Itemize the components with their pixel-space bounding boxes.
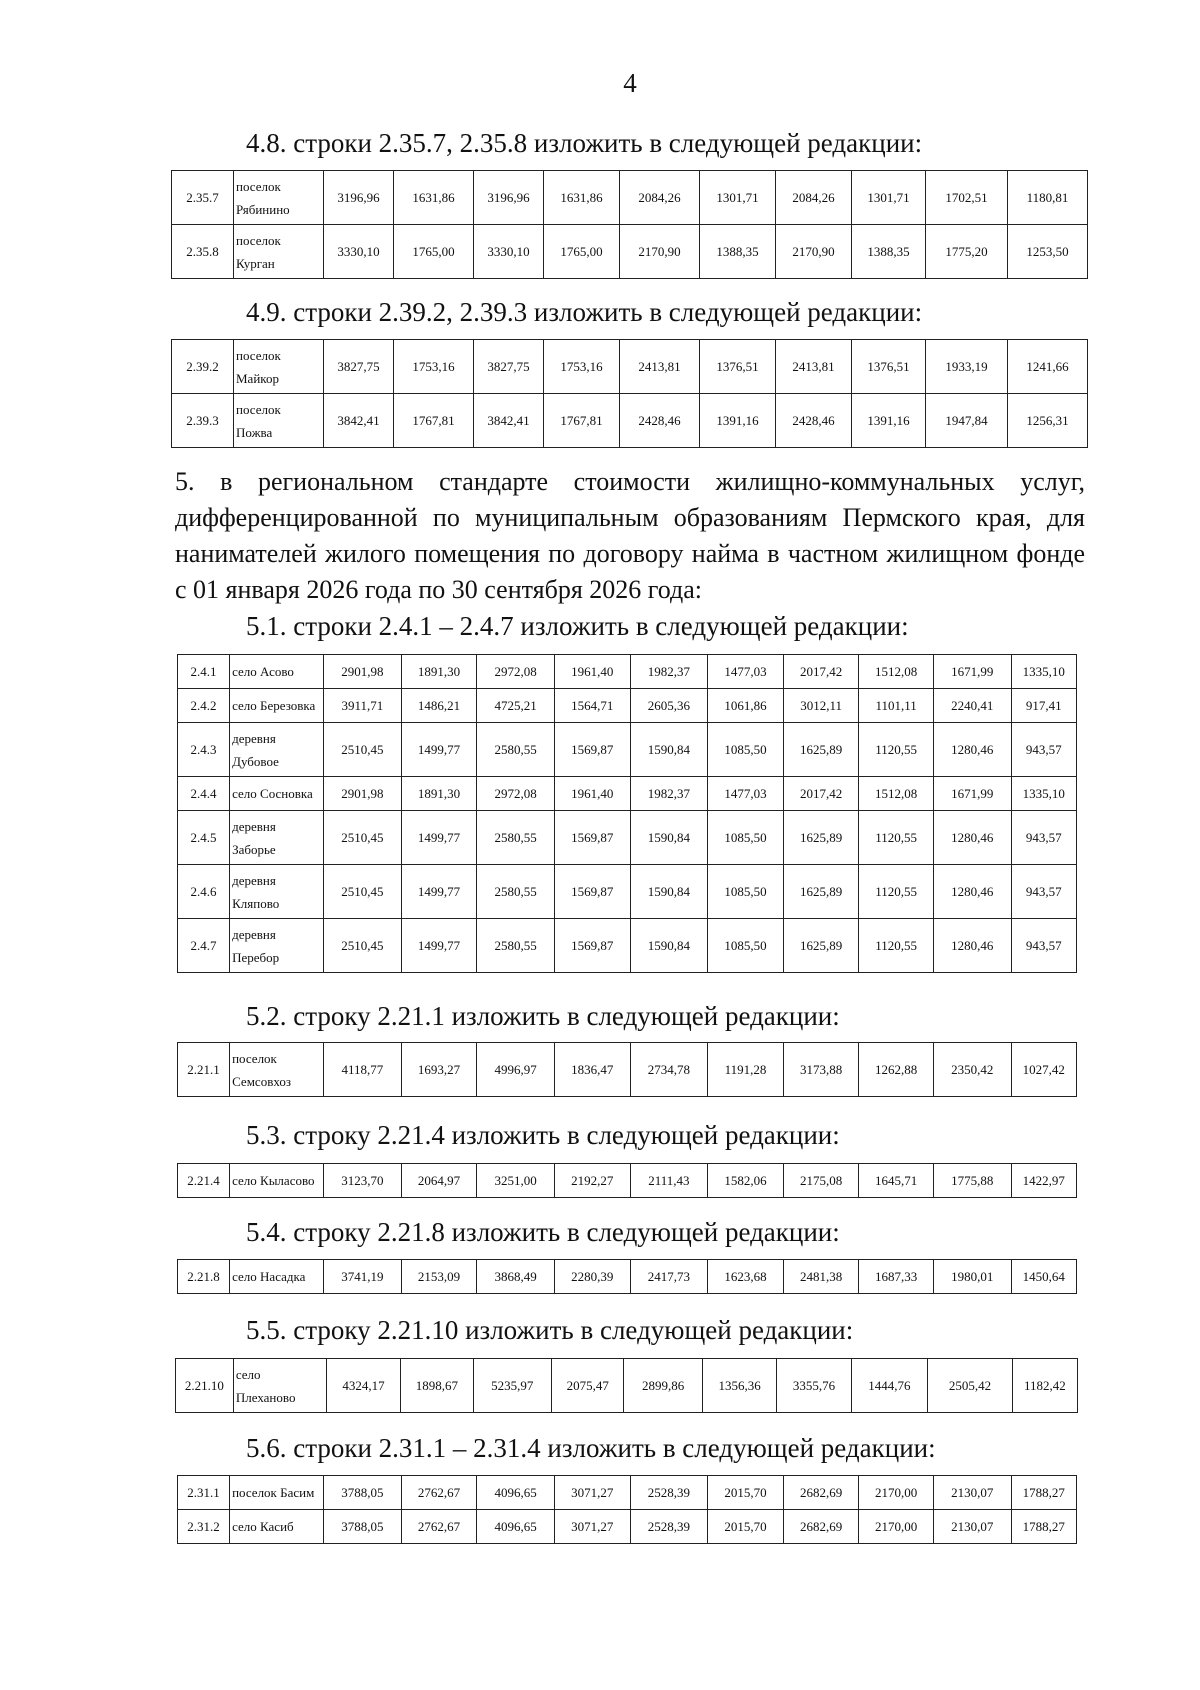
table-row [178, 865, 1077, 919]
rate-value: 1891,30 [401, 777, 477, 811]
rate-value: 1301,71 [852, 171, 926, 225]
section-heading-5-4: 5.4. строку 2.21.8 изложить в следующей редакции: [246, 1217, 840, 1247]
rate-value: 1631,86 [394, 171, 474, 225]
locality-name-line: Пожва [236, 424, 273, 440]
rate-value: 3827,75 [324, 340, 394, 394]
rates-table-5-1 [177, 654, 1077, 973]
rate-value: 2580,55 [477, 723, 555, 777]
table-row [178, 1043, 1077, 1097]
row-code: 2.21.10 [176, 1359, 234, 1413]
rate-value: 1486,21 [401, 689, 477, 723]
rate-value: 3071,27 [554, 1510, 630, 1544]
section-heading-5-1: 5.1. строки 2.4.1 – 2.4.7 изложить в следующей редакции: [246, 611, 909, 641]
rate-value: 2130,07 [933, 1476, 1011, 1510]
rate-value: 4725,21 [477, 689, 555, 723]
row-locality [230, 865, 324, 919]
rate-value: 1590,84 [630, 919, 708, 973]
rate-value: 2084,26 [776, 171, 852, 225]
rate-value: 1499,77 [401, 919, 477, 973]
table-row [178, 1476, 1077, 1510]
rate-value: 3251,00 [477, 1164, 555, 1198]
rate-value: 1775,20 [926, 225, 1008, 279]
rate-value: 2015,70 [708, 1476, 784, 1510]
table-row [176, 1359, 1078, 1413]
rate-value: 1702,51 [926, 171, 1008, 225]
rate-value: 1582,06 [708, 1164, 784, 1198]
table-row [172, 394, 1088, 448]
row-code: 2.39.2 [172, 340, 234, 394]
rate-value: 1241,66 [1008, 340, 1088, 394]
locality-name-line: Семсовхоз [232, 1073, 291, 1089]
row-locality [230, 689, 324, 723]
rate-value: 2170,00 [859, 1476, 934, 1510]
table-row [178, 689, 1077, 723]
rate-value: 2170,90 [776, 225, 852, 279]
locality-name-line: село Кыласово [232, 1173, 315, 1188]
rate-value: 2528,39 [630, 1510, 708, 1544]
rate-value: 2280,39 [554, 1260, 630, 1294]
section-paragraph-5: 5. в региональном стандарте стоимости жилищно-коммунальных услуг, дифференцированной по муниципальным образованиям Пермского края, для нанимателей жилого помещения по договору найма в частном жилищном фонде с 01 января 2026 года по 30 сентября 2026 года: [175, 467, 1085, 604]
rate-value: 1693,27 [401, 1043, 477, 1097]
rate-value: 1120,55 [859, 919, 934, 973]
rate-value: 3123,70 [324, 1164, 402, 1198]
rate-value: 1335,10 [1011, 655, 1076, 689]
rate-value: 1120,55 [859, 865, 934, 919]
rate-value: 1671,99 [933, 655, 1011, 689]
rate-value: 2240,41 [933, 689, 1011, 723]
rate-value: 1376,51 [700, 340, 776, 394]
row-code: 2.4.2 [178, 689, 230, 723]
row-code: 2.21.4 [178, 1164, 230, 1198]
rate-value: 1388,35 [700, 225, 776, 279]
rate-value: 1753,16 [394, 340, 474, 394]
locality-name-line: Кляпово [232, 895, 280, 911]
section-heading-5-3: 5.3. строку 2.21.4 изложить в следующей редакции: [246, 1120, 840, 1150]
rate-value: 1101,11 [859, 689, 934, 723]
locality-name-line: село [235, 1366, 261, 1382]
locality-name-line: Заборье [232, 841, 276, 857]
rate-value: 2762,67 [401, 1476, 477, 1510]
rate-value: 2972,08 [477, 655, 555, 689]
rate-value: 3196,96 [474, 171, 544, 225]
rate-value: 2170,90 [620, 225, 700, 279]
rate-value: 1422,97 [1011, 1164, 1076, 1198]
rate-value: 1376,51 [852, 340, 926, 394]
rate-value: 943,57 [1011, 919, 1076, 973]
rate-value: 2682,69 [783, 1510, 859, 1544]
table-row [178, 723, 1077, 777]
locality-name-line: поселок Басим [232, 1485, 315, 1500]
rate-value: 1477,03 [708, 777, 784, 811]
rate-value: 1788,27 [1011, 1510, 1076, 1544]
rate-value: 2899,86 [624, 1359, 703, 1413]
rate-value: 943,57 [1011, 723, 1076, 777]
rate-value: 2580,55 [477, 811, 555, 865]
rate-value: 2111,43 [630, 1164, 708, 1198]
row-code: 2.4.6 [178, 865, 230, 919]
rate-value: 943,57 [1011, 865, 1076, 919]
rate-value: 2417,73 [630, 1260, 708, 1294]
locality-name-line: поселок [236, 347, 281, 363]
rate-value: 1085,50 [708, 865, 784, 919]
rate-value: 1765,00 [544, 225, 620, 279]
rate-value: 4996,97 [477, 1043, 555, 1097]
rate-value: 4324,17 [326, 1359, 400, 1413]
row-code: 2.31.2 [178, 1510, 230, 1544]
table-row [178, 655, 1077, 689]
rate-value: 2605,36 [630, 689, 708, 723]
rate-value: 1120,55 [859, 723, 934, 777]
locality-name-line: поселок [236, 232, 281, 248]
rate-value: 1775,88 [933, 1164, 1011, 1198]
locality-name-line: деревня [232, 730, 276, 746]
rate-value: 1947,84 [926, 394, 1008, 448]
rate-value: 1631,86 [544, 171, 620, 225]
table-row [178, 777, 1077, 811]
rate-value: 1671,99 [933, 777, 1011, 811]
rate-value: 2017,42 [783, 655, 859, 689]
locality-name-line: поселок [236, 401, 281, 417]
rate-value: 2762,67 [401, 1510, 477, 1544]
row-locality [234, 394, 324, 448]
rate-value: 2510,45 [324, 919, 402, 973]
rate-value: 2192,27 [554, 1164, 630, 1198]
rate-value: 2130,07 [933, 1510, 1011, 1544]
rate-value: 3788,05 [324, 1476, 402, 1510]
rate-value: 1891,30 [401, 655, 477, 689]
table-row [178, 1510, 1077, 1544]
rate-value: 1590,84 [630, 723, 708, 777]
rate-value: 1061,86 [708, 689, 784, 723]
rate-value: 1982,37 [630, 655, 708, 689]
rate-value: 2682,69 [783, 1476, 859, 1510]
rate-value: 917,41 [1011, 689, 1076, 723]
row-code: 2.4.5 [178, 811, 230, 865]
rate-value: 2170,00 [859, 1510, 934, 1544]
rates-table-5-5 [175, 1358, 1078, 1413]
rate-value: 1477,03 [708, 655, 784, 689]
rate-value: 2015,70 [708, 1510, 784, 1544]
row-locality [230, 1043, 324, 1097]
row-locality [234, 171, 324, 225]
rate-value: 1182,42 [1012, 1359, 1077, 1413]
locality-name-line: деревня [232, 872, 276, 888]
rate-value: 1590,84 [630, 811, 708, 865]
rate-value: 1625,89 [783, 811, 859, 865]
rate-value: 1645,71 [859, 1164, 934, 1198]
rates-table-4-8 [171, 170, 1088, 279]
rate-value: 2153,09 [401, 1260, 477, 1294]
row-code: 2.21.8 [178, 1260, 230, 1294]
rate-value: 3012,11 [783, 689, 859, 723]
rate-value: 1499,77 [401, 723, 477, 777]
rate-value: 2017,42 [783, 777, 859, 811]
rate-value: 2428,46 [620, 394, 700, 448]
row-code: 2.39.3 [172, 394, 234, 448]
rate-value: 3071,27 [554, 1476, 630, 1510]
rate-value: 1982,37 [630, 777, 708, 811]
rate-value: 943,57 [1011, 811, 1076, 865]
locality-name-line: село Насадка [232, 1269, 306, 1284]
rate-value: 1961,40 [554, 655, 630, 689]
row-locality [234, 340, 324, 394]
rate-value: 3788,05 [324, 1510, 402, 1544]
rate-value: 2901,98 [324, 655, 402, 689]
rate-value: 3842,41 [474, 394, 544, 448]
rate-value: 2510,45 [324, 723, 402, 777]
rate-value: 1027,42 [1011, 1043, 1076, 1097]
rates-table-5-4 [177, 1259, 1077, 1294]
locality-name-line: Дубовое [232, 753, 279, 769]
rate-value: 1391,16 [852, 394, 926, 448]
rate-value: 2580,55 [477, 865, 555, 919]
rate-value: 2510,45 [324, 865, 402, 919]
rate-value: 4096,65 [477, 1476, 555, 1510]
rate-value: 1280,46 [933, 723, 1011, 777]
rate-value: 2075,47 [552, 1359, 624, 1413]
locality-name-line: Курган [236, 255, 275, 271]
rate-value: 2580,55 [477, 919, 555, 973]
rate-value: 2084,26 [620, 171, 700, 225]
rate-value: 1180,81 [1008, 171, 1088, 225]
rate-value: 1450,64 [1011, 1260, 1076, 1294]
section-heading-5-2: 5.2. строку 2.21.1 изложить в следующей редакции: [246, 1001, 840, 1031]
rate-value: 1301,71 [700, 171, 776, 225]
rate-value: 1388,35 [852, 225, 926, 279]
rate-value: 3741,19 [324, 1260, 402, 1294]
rate-value: 1767,81 [544, 394, 620, 448]
locality-name-line: поселок [236, 178, 281, 194]
rate-value: 1280,46 [933, 865, 1011, 919]
rate-value: 1687,33 [859, 1260, 934, 1294]
row-code: 2.4.1 [178, 655, 230, 689]
locality-name-line: Плеханово [235, 1389, 296, 1405]
row-locality [230, 723, 324, 777]
row-code: 2.35.7 [172, 171, 234, 225]
rate-value: 1253,50 [1008, 225, 1088, 279]
rate-value: 1980,01 [933, 1260, 1011, 1294]
table-row [172, 340, 1088, 394]
locality-name-line: село Березовка [232, 698, 316, 713]
rate-value: 2901,98 [324, 777, 402, 811]
rate-value: 1898,67 [401, 1359, 473, 1413]
rate-value: 1564,71 [554, 689, 630, 723]
rate-value: 1499,77 [401, 865, 477, 919]
locality-name-line: село Сосновка [232, 786, 313, 801]
table-row [178, 1164, 1077, 1198]
rate-value: 1256,31 [1008, 394, 1088, 448]
rate-value: 3196,96 [324, 171, 394, 225]
section-heading-5-5: 5.5. строку 2.21.10 изложить в следующей редакции: [246, 1315, 854, 1345]
rate-value: 1765,00 [394, 225, 474, 279]
rate-value: 1623,68 [708, 1260, 784, 1294]
row-locality [230, 655, 324, 689]
table-row [178, 1260, 1077, 1294]
rate-value: 1262,88 [859, 1043, 934, 1097]
row-locality [230, 919, 324, 973]
rate-value: 1933,19 [926, 340, 1008, 394]
rate-value: 1753,16 [544, 340, 620, 394]
rate-value: 1280,46 [933, 919, 1011, 973]
rates-table-5-6 [177, 1475, 1077, 1544]
row-locality [230, 1510, 324, 1544]
rate-value: 1625,89 [783, 723, 859, 777]
row-locality [230, 777, 324, 811]
rate-value: 1280,46 [933, 811, 1011, 865]
page-number: 4 [623, 68, 637, 98]
rate-value: 1767,81 [394, 394, 474, 448]
rate-value: 3842,41 [324, 394, 394, 448]
rate-value: 1569,87 [554, 811, 630, 865]
row-code: 2.21.1 [178, 1043, 230, 1097]
rates-table-4-9 [171, 339, 1088, 448]
rate-value: 1085,50 [708, 811, 784, 865]
row-code: 2.35.8 [172, 225, 234, 279]
rate-value: 1625,89 [783, 919, 859, 973]
rate-value: 1590,84 [630, 865, 708, 919]
rate-value: 2528,39 [630, 1476, 708, 1510]
row-locality [230, 1164, 324, 1198]
row-locality [230, 1260, 324, 1294]
rate-value: 3330,10 [474, 225, 544, 279]
section-heading-4-9: 4.9. строки 2.39.2, 2.39.3 изложить в следующей редакции: [246, 297, 923, 327]
rate-value: 2972,08 [477, 777, 555, 811]
rate-value: 1444,76 [851, 1359, 927, 1413]
rate-value: 2510,45 [324, 811, 402, 865]
rates-table-5-3 [177, 1163, 1077, 1198]
rate-value: 2350,42 [933, 1043, 1011, 1097]
row-locality [234, 225, 324, 279]
row-locality [230, 811, 324, 865]
rate-value: 1512,08 [859, 777, 934, 811]
rate-value: 5235,97 [473, 1359, 552, 1413]
rate-value: 2064,97 [401, 1164, 477, 1198]
section-heading-4-8: 4.8. строки 2.35.7, 2.35.8 изложить в следующей редакции: [246, 128, 923, 158]
locality-name-line: Перебор [232, 949, 280, 965]
row-code: 2.31.1 [178, 1476, 230, 1510]
table-row [172, 171, 1088, 225]
rate-value: 1569,87 [554, 865, 630, 919]
rate-value: 1961,40 [554, 777, 630, 811]
rate-value: 2175,08 [783, 1164, 859, 1198]
rate-value: 1085,50 [708, 723, 784, 777]
rate-value: 2413,81 [620, 340, 700, 394]
rate-value: 3868,49 [477, 1260, 555, 1294]
rate-value: 2505,42 [928, 1359, 1013, 1413]
table-row [172, 225, 1088, 279]
rate-value: 1335,10 [1011, 777, 1076, 811]
rate-value: 2428,46 [776, 394, 852, 448]
rate-value: 1356,36 [702, 1359, 776, 1413]
row-code: 2.4.3 [178, 723, 230, 777]
rates-table-5-2 [177, 1042, 1077, 1097]
rate-value: 1625,89 [783, 865, 859, 919]
row-code: 2.4.4 [178, 777, 230, 811]
rate-value: 4118,77 [324, 1043, 402, 1097]
row-code: 2.4.7 [178, 919, 230, 973]
rate-value: 1499,77 [401, 811, 477, 865]
rate-value: 1788,27 [1011, 1476, 1076, 1510]
row-locality [230, 1476, 324, 1510]
table-row [178, 811, 1077, 865]
rate-value: 1191,28 [708, 1043, 784, 1097]
rate-value: 1120,55 [859, 811, 934, 865]
rate-value: 3911,71 [324, 689, 402, 723]
rate-value: 2734,78 [630, 1043, 708, 1097]
locality-name-line: деревня [232, 926, 276, 942]
locality-name-line: деревня [232, 818, 276, 834]
locality-name-line: поселок [232, 1050, 277, 1066]
rate-value: 1512,08 [859, 655, 934, 689]
rate-value: 4096,65 [477, 1510, 555, 1544]
row-locality [233, 1359, 326, 1413]
locality-name-line: село Асово [232, 664, 294, 679]
table-row [178, 919, 1077, 973]
locality-name-line: село Касиб [232, 1519, 294, 1534]
rate-value: 1569,87 [554, 919, 630, 973]
rate-value: 1391,16 [700, 394, 776, 448]
rate-value: 1569,87 [554, 723, 630, 777]
rate-value: 2481,38 [783, 1260, 859, 1294]
rate-value: 1836,47 [554, 1043, 630, 1097]
rate-value: 3827,75 [474, 340, 544, 394]
rate-value: 3330,10 [324, 225, 394, 279]
rate-value: 2413,81 [776, 340, 852, 394]
rate-value: 1085,50 [708, 919, 784, 973]
locality-name-line: Рябинино [236, 201, 290, 217]
section-heading-5-6: 5.6. строки 2.31.1 – 2.31.4 изложить в следующей редакции: [246, 1433, 936, 1463]
rate-value: 3173,88 [783, 1043, 859, 1097]
locality-name-line: Майкор [236, 370, 279, 386]
rate-value: 3355,76 [777, 1359, 851, 1413]
